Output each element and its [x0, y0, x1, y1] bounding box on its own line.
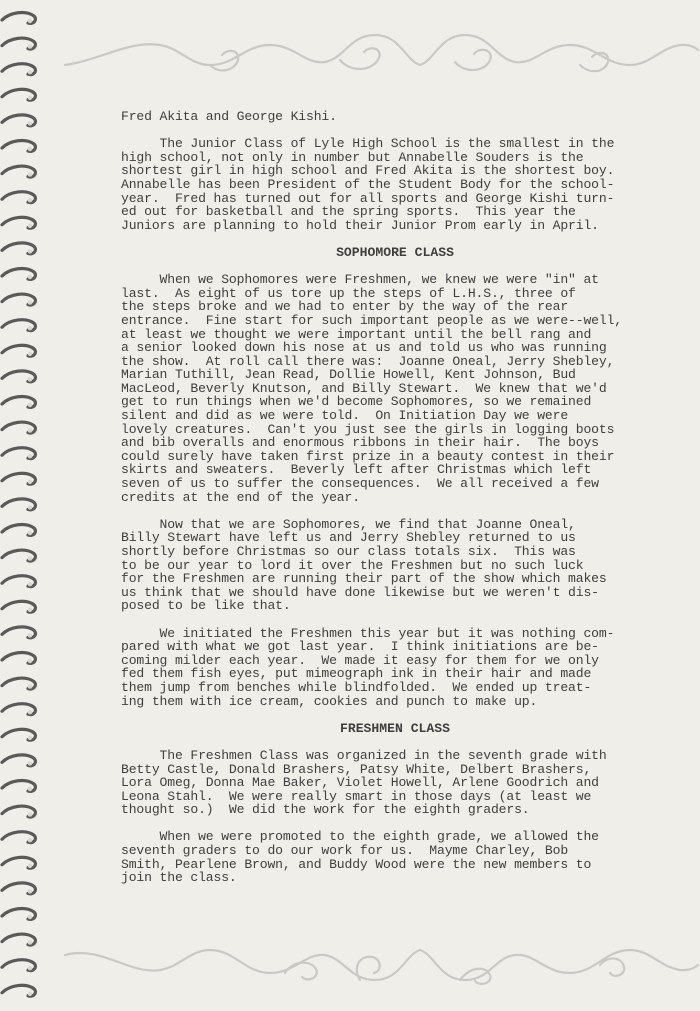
binding-hole — [28, 966, 32, 970]
text-line: skirts and sweaters. Beverly left after Christmas which left — [121, 462, 592, 478]
binding-hole — [28, 403, 32, 407]
binding-hole — [28, 300, 32, 304]
binding-hole — [28, 684, 32, 688]
binding-hole — [28, 761, 32, 765]
binding-hole — [28, 44, 32, 48]
binding-hole — [28, 428, 32, 432]
binding-hole — [28, 454, 32, 458]
junior-class-paragraph — [121, 137, 669, 232]
binding-hole — [28, 659, 32, 663]
text-line: at least we thought we were important until the bell rang and — [121, 326, 592, 342]
text-line: us think that we should have done likewise but we weren't dis- — [121, 584, 599, 600]
text-line: credits at the end of the year. — [121, 489, 360, 505]
binding-hole — [28, 172, 32, 176]
text-line: them jump from benches while blindfolded. We ended up treat- — [121, 679, 592, 695]
text-line: Juniors are planning to hold their Junior Prom early in April. — [121, 217, 599, 233]
text-line: When we Sophomores were Freshmen, we knew we were "in" at — [121, 272, 599, 288]
text-line: last. As eight of us tore up the steps of L.H.S., three of — [121, 285, 576, 301]
sophomore-paragraph-2 — [121, 518, 669, 613]
text-line: seven of us to suffer the consequences. We all received a few — [121, 476, 599, 492]
text-line: silent and did as we were told. On Initiation Day we were — [121, 408, 569, 424]
text-line: get to run things when we'd become Sophomores, so we remained — [121, 394, 592, 410]
text-line: high school, not only in number but Annabelle Souders is the — [121, 149, 584, 165]
text-line: ing them with ice cream, cookies and punch to make up. — [121, 693, 538, 709]
binding-hole — [28, 736, 32, 740]
text-line: posed to be like that. — [121, 598, 291, 614]
text-line: Now that we are Sophomores, we find that Joanne Oneal, — [121, 516, 576, 532]
freshmen-paragraph-2 — [121, 830, 669, 884]
binding-hole — [28, 710, 32, 714]
binding-hole — [28, 377, 32, 381]
text-line: pared with what we got last year. I think initiations are be- — [121, 639, 599, 655]
binding-hole — [28, 326, 32, 330]
binding-hole — [28, 582, 32, 586]
spiral-binding — [0, 0, 46, 1011]
text-line: for the Freshmen are running their part of the show which makes — [121, 571, 607, 587]
binding-hole — [28, 915, 32, 919]
text-line: Billy Stewart have left us and Jerry Shebley returned to us — [121, 530, 576, 546]
freshmen-paragraph-1 — [121, 749, 669, 817]
text-line: join the class. — [121, 870, 237, 886]
text-line: year. Fred has turned out for all sports and George Kishi turn- — [121, 190, 615, 206]
text-line: Leona Stahl. We were really smart in those days (at least we — [121, 788, 592, 804]
freshmen-class-heading: FRESHMEN CLASS — [339, 720, 450, 736]
binding-hole — [28, 480, 32, 484]
binding-hole — [28, 864, 32, 868]
binding-hole — [28, 889, 32, 893]
text-line: Marian Tuthill, Jean Read, Dollie Howell, Kent Johnson, Bud — [121, 367, 576, 383]
sophomore-paragraph-3 — [121, 627, 669, 709]
text-line: shortest girl in high school and Fred Akita is the shortest boy. — [121, 163, 615, 179]
sophomore-class-heading: SOPHOMORE CLASS — [336, 244, 454, 260]
binding-hole — [28, 249, 32, 253]
sophomore-paragraph-1 — [121, 273, 669, 504]
text-line: The Junior Class of Lyle High School is the smallest in the — [121, 136, 615, 152]
top-flourish-ornament — [60, 20, 700, 80]
binding-hole — [28, 198, 32, 202]
binding-hole — [28, 70, 32, 74]
binding-hole — [28, 531, 32, 535]
text-line: a senior looked down his nose at us and told us who was running — [121, 340, 607, 356]
binding-hole — [28, 556, 32, 560]
text-line: MacLeod, Beverly Knutson, and Billy Stewart. We knew that we'd — [121, 380, 607, 396]
text-line: to be our year to lord it over the Freshmen but no such luck — [121, 557, 584, 573]
text-line: Fred Akita and George Kishi. — [121, 109, 337, 124]
text-line: thought so.) We did the work for the eighth graders. — [121, 802, 530, 818]
text-line: could surely have taken first prize in a beauty contest in their — [121, 448, 615, 464]
binding-hole — [28, 633, 32, 637]
binding-hole — [28, 838, 32, 842]
text-line: Betty Castle, Donald Brashers, Patsy White, Delbert Brashers, — [121, 761, 592, 777]
binding-hole — [28, 224, 32, 228]
text-line: Lora Omeg, Donna Mae Baker, Violet Howell, Arlene Goodrich and — [121, 775, 599, 791]
text-line: coming milder each year. We made it easy for them for we only — [121, 652, 599, 668]
text-line: Smith, Pearlene Brown, and Buddy Wood were the new members to — [121, 856, 592, 872]
binding-hole — [28, 992, 32, 996]
bottom-flourish-ornament — [60, 935, 700, 995]
binding-hole — [28, 275, 32, 279]
text-line: and bib overalls and enormous ribbons in their hair. The boys — [121, 435, 599, 451]
text-line: fed them fish eyes, put mimeograph ink in their hair and made — [121, 666, 592, 682]
text-line: the steps broke and we had to enter by the way of the rear — [121, 299, 569, 315]
text-line: shortly before Christmas so our class totals six. This was — [121, 544, 576, 559]
binding-hole — [28, 608, 32, 612]
text-line: the show. At roll call there was: Joanne Oneal, Jerry Shebley, — [121, 353, 615, 369]
text-line: The Freshmen Class was organized in the seventh grade with — [121, 747, 607, 763]
intro-line — [121, 110, 669, 124]
text-line: ed out for basketball and the spring sports. This year the — [121, 204, 576, 220]
binding-hole — [28, 147, 32, 151]
text-line: When we were promoted to the eighth grade, we allowed the — [121, 829, 599, 845]
text-line: We initiated the Freshmen this year but it was nothing com- — [121, 625, 615, 641]
binding-hole — [28, 96, 32, 100]
binding-hole — [28, 121, 32, 125]
text-line: Annabelle has been President of the Student Body for the school- — [121, 176, 615, 192]
text-line: entrance. Fine start for such important people as we were--well, — [121, 312, 622, 328]
binding-hole — [28, 940, 32, 944]
binding-hole — [28, 505, 32, 509]
binding-hole — [28, 787, 32, 791]
binding-hole — [28, 19, 32, 23]
document-body — [121, 110, 669, 885]
binding-hole — [28, 352, 32, 356]
text-line: seventh graders to do our work for us. Mayme Charley, Bob — [121, 843, 569, 859]
text-line: lovely creatures. Can't you just see the girls in logging boots — [121, 421, 615, 437]
binding-hole — [28, 812, 32, 816]
